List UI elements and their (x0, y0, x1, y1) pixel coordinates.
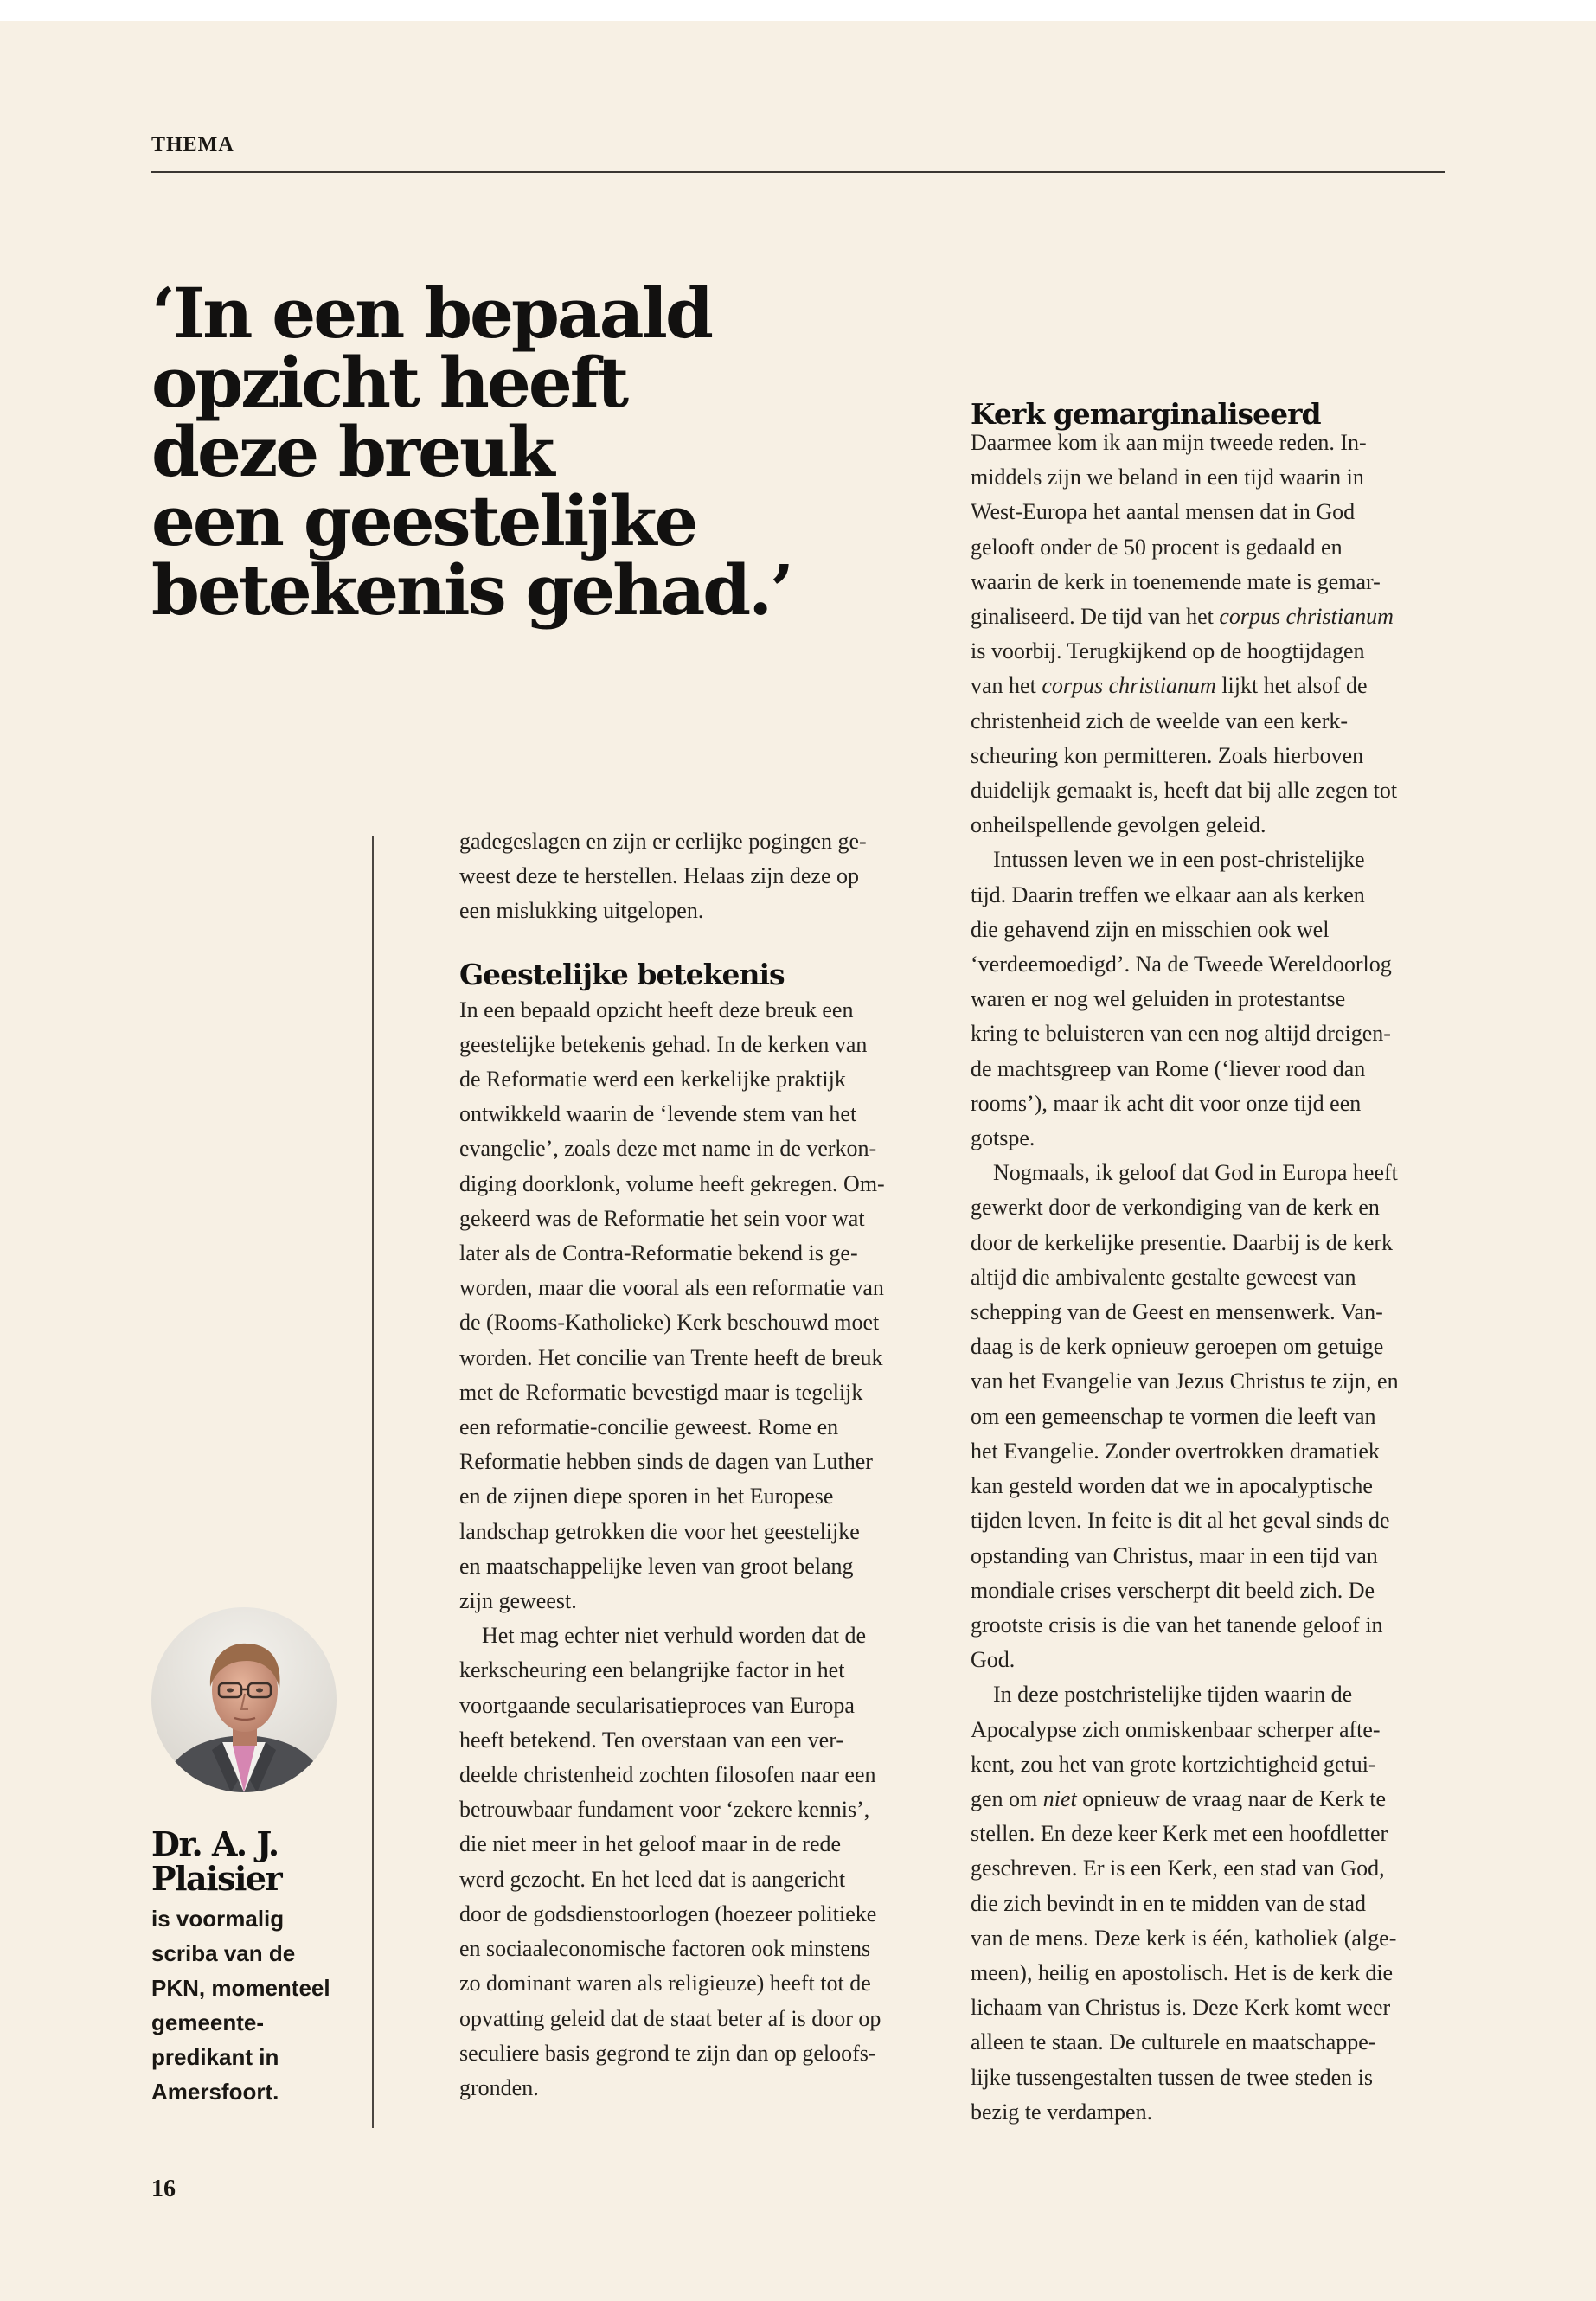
text-line: kerkscheuring een belangrijke factor in het (459, 1657, 845, 1683)
body-paragraph (971, 1156, 1455, 1677)
pull-quote-line: een geestelijke (151, 480, 696, 561)
text-line: God. (971, 1647, 1016, 1673)
text-run: lijkt het alsof de (1215, 673, 1368, 699)
section-heading: Geestelijke betekenis (459, 957, 785, 991)
text-line: een mislukking uitgelopen. (459, 898, 704, 924)
text-line: Apocalypse zich onmiskenbaar scherper afte- (971, 1716, 1381, 1742)
text-line: de machtsgreep van Rome (‘liever rood dan (971, 1055, 1366, 1081)
body-paragraph (971, 426, 1455, 843)
text-line: en maatschappelijke leven van groot belang (459, 1553, 854, 1579)
text-line: ontwikkeld waarin de ‘levende stem van het (459, 1101, 857, 1127)
author-bio (151, 1901, 359, 2109)
text-line: door de godsdienstoorlogen (hoezeer politieke (459, 1900, 877, 1926)
text-line: om een gemeenschap te vormen die leeft van (971, 1403, 1376, 1429)
italic-term: niet (1042, 1785, 1077, 1811)
text-line: lichaam van Christus is. Deze Kerk komt weer (971, 1995, 1391, 2021)
text-line: meen), heilig en apostolisch. Het is de kerk die (971, 1959, 1394, 1985)
text-run: ginaliseerd. De tijd van het (971, 604, 1220, 630)
text-line: stellen. En deze keer Kerk met een hoofdletter (971, 1821, 1388, 1847)
text-line: een reformatie-concilie geweest. Rome en (459, 1414, 839, 1440)
text-line: schepping van de Geest en mensenwerk. Van- (971, 1299, 1383, 1325)
text-line: worden, maar die vooral als een reformatie van (459, 1275, 884, 1301)
text-line: christenheid zich de weelde van een kerk- (971, 708, 1349, 734)
text-line: is voorbij. Terugkijkend op de hoogtijdagen (971, 638, 1365, 664)
section-heading: Kerk gemarginaliseerd (971, 397, 1321, 431)
text-line: evangelie’, zoals deze met name in de verkon- (459, 1136, 877, 1162)
text-line: gadegeslagen en zijn er eerlijke pogingen ge- (459, 829, 867, 854)
pull-quote-line: opzicht heeft (151, 342, 627, 423)
text-line: met de Reformatie bevestigd maar is tegelijk (459, 1379, 863, 1405)
text-line: weest deze te herstellen. Helaas zijn deze op (459, 863, 859, 889)
text-line: ‘verdeemoedigd’. Na de Tweede Wereldoorlog (971, 952, 1392, 977)
page-top-band (0, 0, 1596, 21)
pull-quote (151, 272, 792, 631)
text-line: West-Europa het aantal mensen dat in God (971, 499, 1356, 525)
text-line: daag is de kerk opnieuw geroepen om getuige (971, 1334, 1384, 1360)
text-line: bezig te verdampen. (971, 2099, 1153, 2125)
text-line: duidelijk gemaakt is, heeft dat bij alle zegen tot (971, 778, 1398, 804)
text-line: het Evangelie. Zonder overtrokken dramatiek (971, 1438, 1380, 1464)
text-line: middels zijn we beland in een tijd waarin in (971, 465, 1364, 490)
text-line: alleen te staan. De culturele en maatschappe- (971, 2029, 1376, 2055)
body-paragraph (971, 1677, 1455, 2130)
author-bio-line: PKN, momenteel (151, 1975, 330, 2001)
text-line: voortgaande secularisatieproces van Europa (459, 1692, 855, 1718)
text-run: opnieuw de vraag naar de Kerk te (1076, 1785, 1387, 1811)
italic-term: corpus christianum (1219, 604, 1394, 630)
text-line: gewerkt door de verkondiging van de kerk en (971, 1195, 1380, 1221)
text-line: Het mag echter niet verhuld worden dat de (482, 1623, 866, 1649)
text-line: heeft betekend. Ten overstaan van een ver- (459, 1727, 844, 1753)
text-line: onheilspellende gevolgen geleid. (971, 812, 1266, 838)
text-line: kan gesteld worden dat we in apocalyptische (971, 1473, 1373, 1499)
text-line: diging doorklonk, volume heeft gekregen. Om- (459, 1170, 885, 1196)
text-line: tijden leven. In feite is dit al het geval sinds de (971, 1508, 1390, 1534)
intro-paragraph (459, 824, 944, 929)
text-line: grootste crisis is die van het tanende geloof in (971, 1612, 1383, 1638)
pull-quote-line: ‘In een bepaald (151, 272, 711, 354)
text-line: lijke tussengestalten tussen de twee steden is (971, 2064, 1374, 2090)
text-line: waarin de kerk in toenemende mate is gemar- (971, 568, 1381, 594)
body-paragraph (459, 993, 944, 1619)
pull-quote-line: deze breuk (151, 411, 553, 492)
author-photo (151, 1607, 337, 1792)
page-number: 16 (151, 2176, 176, 2202)
section-label: THEMA (151, 133, 234, 156)
text-line: geestelijke betekenis gehad. In de kerken van (459, 1031, 868, 1057)
text-line: scheuring kon permitteren. Zoals hierboven (971, 742, 1364, 768)
italic-term: corpus christianum (1042, 673, 1216, 699)
text-line: worden. Het concilie van Trente heeft de breuk (459, 1344, 883, 1370)
text-line (971, 599, 1455, 634)
text-line: de (Rooms-Katholieke) Kerk beschouwd moet (459, 1310, 880, 1336)
text-line: van het Evangelie van Jezus Christus te zijn, en (971, 1368, 1399, 1394)
text-line: deelde christenheid zochten filosofen naar een (459, 1762, 876, 1788)
author-bio-line: gemeente- (151, 2009, 265, 2035)
text-line: altijd die ambivalente gestalte geweest van (971, 1264, 1356, 1290)
text-line: de Reformatie werd een kerkelijke praktijk (459, 1067, 846, 1093)
text-line: gekeerd was de Reformatie het sein voor wat (459, 1205, 865, 1231)
text-line (971, 1782, 1455, 1817)
author-column-divider (372, 836, 374, 2128)
text-line: betrouwbaar fundament voor ‘zekere kennis’, (459, 1797, 870, 1823)
text-line: mondiale crises verscherpt dit beeld zich. De (971, 1577, 1375, 1603)
text-run: gen om (971, 1785, 1043, 1811)
text-line: die niet meer in het geloof maar in de rede (459, 1831, 842, 1857)
author-name (151, 1824, 359, 1898)
body-paragraph (971, 843, 1455, 1156)
author-name-line: Dr. A. J. (151, 1824, 279, 1863)
article-column-right (971, 397, 1455, 2130)
text-line: Reformatie hebben sinds de dagen van Luther (459, 1449, 873, 1475)
text-line: In deze postchristelijke tijden waarin de (993, 1682, 1353, 1708)
text-line (971, 669, 1455, 703)
text-line: landschap getrokken die voor het geestelijke (459, 1518, 860, 1544)
author-bio-line: predikant in (151, 2044, 279, 2070)
text-line: door de kerkelijke presentie. Daarbij is de kerk (971, 1229, 1394, 1255)
text-line: en sociaaleconomische factoren ook minstens (459, 1936, 871, 1962)
text-run: van het (971, 673, 1042, 699)
text-line: geschreven. Er is een Kerk, een stad van God, (971, 1856, 1385, 1881)
text-line: werd gezocht. En het leed dat is aangericht (459, 1866, 846, 1892)
text-line: zijn geweest. (459, 1588, 577, 1614)
text-line: Intussen leven we in een post-christelijke (993, 847, 1365, 873)
text-line: Daarmee kom ik aan mijn tweede reden. In- (971, 430, 1367, 455)
text-line: seculiere basis gegrond te zijn dan op geloofs- (459, 2040, 876, 2066)
text-line: opstanding van Christus, maar in een tijd van (971, 1542, 1378, 1568)
text-line: gotspe. (971, 1125, 1035, 1151)
text-line: Nogmaals, ik geloof dat God in Europa heeft (993, 1160, 1398, 1186)
text-line: later als de Contra-Reformatie bekend is ge- (459, 1240, 858, 1266)
text-line: die gehavend zijn en misschien ook wel (971, 916, 1330, 942)
pull-quote-line: betekenis gehad.’ (151, 549, 792, 631)
author-bio-line: is voormalig (151, 1906, 285, 1932)
text-line: zo dominant waren als religieuze) heeft tot de (459, 1971, 871, 1997)
text-line: en de zijnen diepe sporen in het Europese (459, 1484, 834, 1509)
body-paragraph (459, 1618, 944, 2106)
text-line: kring te beluisteren van een nog altijd dreigen- (971, 1021, 1391, 1047)
text-line: opvatting geleid dat de staat beter af is door op (459, 2005, 881, 2031)
author-name-line: Plaisier (151, 1859, 282, 1898)
text-line: die zich bevindt in en te midden van de stad (971, 1890, 1367, 1916)
text-line: kent, zou het van grote kortzichtigheid getui- (971, 1751, 1376, 1777)
text-line: gronden. (459, 2074, 539, 2100)
text-line: waren er nog wel geluiden in protestantse (971, 986, 1346, 1012)
text-line: rooms’), maar ik acht dit voor onze tijd een (971, 1090, 1362, 1116)
header-rule (151, 171, 1445, 173)
author-bio-line: scriba van de (151, 1940, 296, 1966)
text-line: In een bepaald opzicht heeft deze breuk een (459, 997, 854, 1022)
text-line: tijd. Daarin treffen we elkaar aan als kerken (971, 881, 1365, 907)
text-line: gelooft onder de 50 procent is gedaald en (971, 534, 1343, 560)
article-column-left (459, 824, 944, 2106)
text-line: van de mens. Deze kerk is één, katholiek (alge- (971, 1925, 1397, 1951)
author-bio-line: Amersfoort. (151, 2079, 279, 2105)
